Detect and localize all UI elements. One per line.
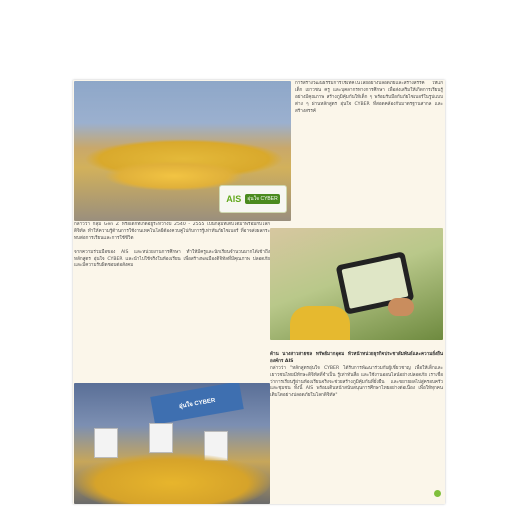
event-banner: อุ่นใจ CYBER — [150, 383, 243, 425]
column-right-top-text: การสร้างวัฒนธรรมการใช้เทคโนโลยีอย่างปลอดภัยและสร้างสรรค์ ให้แก่เด็ก เยาวชน ครู และบุคลากรทางการศึกษา เพื่อส่งเสริมให้เกิดการเรียนรู้อย่างมีคุณภาพ สร้างภูมิคุ้มกันให้เด็ก ๆ พร้อมรับมือกับภัยไซเบอร์ในรูปแบบต่าง ๆ ผ่านหลักสูตร อุ่นใจ CYBER ที่สอดคล้องกับมาตรฐานสากล และสร้างสรรค์ — [295, 81, 443, 114]
students-photo — [74, 383, 270, 504]
tablet-photo — [270, 228, 443, 340]
cyber-tag: อุ่นใจ CYBER — [247, 196, 278, 202]
students-group — [74, 453, 270, 504]
ais-cyber-sign — [219, 185, 287, 213]
quote-speaker: ด้าน นางสาวสายชล ทรัพย์มากอุดม หัวหน้าหน่วยธุรกิจประชาสัมพันธ์และความยั่งยืนองค์กร AIS — [270, 351, 443, 364]
hand — [388, 298, 414, 316]
certificate — [149, 423, 173, 453]
group-photo — [74, 81, 291, 221]
end-mark-icon — [434, 490, 441, 497]
hand — [290, 306, 350, 340]
quote-text: กล่าวว่า "หลักสูตรอุ่นใจ CYBER ได้รับการพัฒนาร่วมกับผู้เชี่ยวชาญ เพื่อให้เด็กและเยาวชนไทยมีทักษะดิจิทัลที่จำเป็น รู้เท่าทันสื่อ และใช้งานออนไลน์อย่างปลอดภัย เราเชื่อว่าการเรียนรู้ผ่านห้องเรียนจริงจะช่วยสร้างภูมิคุ้มกันที่ยั่งยืน และขยายผลไปสู่ครอบครัวและชุมชน ทั้งนี้ AIS พร้อมเดินหน้าสนับสนุนการศึกษาไทยอย่างต่อเนื่อง เพื่อให้ทุกคนเติบโตอย่างปลอดภัยในโลกดิจิทัล" — [270, 365, 443, 399]
column-right-bottom — [270, 345, 443, 501]
column-left-mid-text: กล่าวว่า กลุ่ม Gen Z หรือเด็กที่เกิดอยู่ระหว่างปี 2540 - 2555 เป็นกลุ่มที่เติบโตมาพร้อมกับโลกดิจิทัล ทำให้ความรู้ด้านการใช้งานเทคโนโลยีต้องควบคู่ไปกับการรู้เท่าทันภัยไซเบอร์ ที่อาจส่งผลกระทบต่อการเรียนและการใช้ชีวิต จากความร่วมมือของ AIS และหน่วยงานการศึกษา ทำให้มีครูและนักเรียนจำนวนมากได้เข้าถึงหลักสูตร อุ่นใจ CYBER และนำไปใช้จริงในห้องเรียน เพื่อสร้างพลเมืองดิจิทัลที่มีคุณภาพ ปลอดภัย และมีความรับผิดชอบต่อสังคม — [74, 222, 270, 269]
ais-logo: AIS — [226, 194, 242, 204]
certificate — [94, 428, 118, 458]
